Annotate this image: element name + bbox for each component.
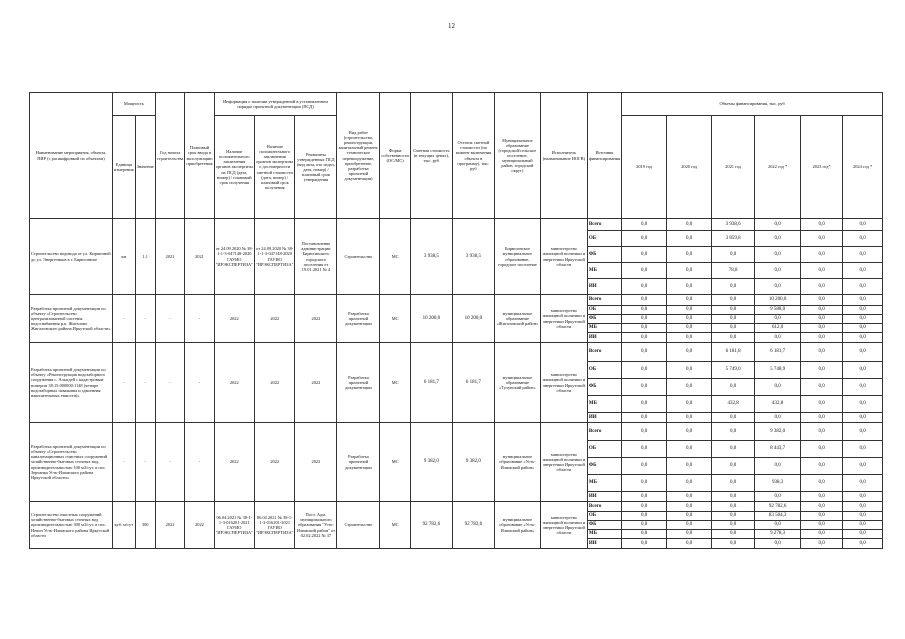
funding-value-cell: 938,3 — [755, 475, 801, 492]
funding-value-cell: 0,0 — [843, 413, 883, 423]
funding-value-cell: 0,0 — [801, 512, 843, 521]
project-name: Разработка проектной документации по объекту «Реконструкция водозаборного сооружения с. Алыгдей с кадастровым номером 38:15:000000:1148 (четыре водозаборных скважины и здвоенная накопительных емкости)» — [30, 343, 113, 423]
unit-cell: - — [113, 295, 136, 343]
funding-value-cell: 3 938,6 — [712, 219, 755, 231]
funding-value-cell: 0,0 — [712, 413, 755, 423]
reliability-cell: от 24.09.2020 № 38-1-1-3-047148-2020 ГАУИО "ИРЭКСПЕРТИЗА" — [255, 219, 295, 295]
funding-value-cell: 0,0 — [712, 475, 755, 492]
funding-value-cell: 0,0 — [667, 263, 712, 279]
estimate-cell: 3 938,5 — [410, 219, 452, 295]
table-row — [30, 295, 883, 306]
planned-cell: - — [185, 295, 214, 343]
funding-value-cell: 0,0 — [801, 219, 843, 231]
funding-value-cell: 0,0 — [712, 530, 755, 539]
header-executor: Исполнитель (наименование ИОГВ) — [540, 93, 587, 219]
funding-value-cell: 0,0 — [712, 512, 755, 521]
funding-value-cell: 0,0 — [712, 306, 755, 315]
funding-source-cell: Всего — [587, 219, 621, 231]
funding-value-cell: 5 749,0 — [712, 362, 755, 379]
unit-cell: - — [113, 423, 136, 502]
funding-value-cell: 0,0 — [622, 413, 667, 423]
funding-value-cell: 0,0 — [801, 324, 843, 333]
funding-value-cell: 0,0 — [667, 343, 712, 362]
expert-cell: 2022 — [214, 423, 254, 502]
reliability-cell: 2022 — [255, 423, 295, 502]
approved-cell: 2022 — [295, 295, 337, 343]
funding-value-cell: 6 181,7 — [755, 343, 801, 362]
header-power: Мощность — [113, 93, 156, 116]
funding-value-cell: 0,0 — [622, 441, 667, 458]
value-cell: 300 — [135, 502, 155, 549]
funding-value-cell: 0,0 — [843, 379, 883, 396]
header-ownership: Форма собственности (ОС/МС) — [380, 93, 410, 219]
remainder-cell: 10 200,0 — [452, 295, 494, 343]
funding-value-cell: 0,0 — [712, 539, 755, 549]
funding-value-cell: 0,0 — [667, 502, 712, 512]
funding-value-cell: 0,0 — [801, 295, 843, 306]
municipality-cell: муниципальное образование «Усть-Илимский район» — [494, 423, 540, 502]
ownership-cell: МС — [380, 219, 410, 295]
funding-value-cell: 0,0 — [667, 512, 712, 521]
funding-value-cell: 0,0 — [712, 502, 755, 512]
header-year: 2022 год * — [755, 116, 801, 219]
funding-value-cell: 83 504,3 — [755, 512, 801, 521]
funding-value-cell: 0,0 — [843, 343, 883, 362]
unit-cell: км — [113, 219, 136, 295]
header-name: Наименование мероприятия, объекта, ПИР (с расшифровкой по объектам) — [30, 93, 113, 219]
estimate-cell: 6 181,7 — [410, 343, 452, 423]
funding-value-cell: 0,0 — [843, 306, 883, 315]
funding-value-cell: 0,0 — [667, 423, 712, 441]
estimate-cell: 92 782,6 — [410, 502, 452, 549]
table-row — [30, 343, 883, 362]
municipality-cell: муниципальное образование «Жигаловский район» — [494, 295, 540, 343]
funding-source-cell: МБ — [587, 396, 621, 413]
funding-value-cell: 0,0 — [712, 521, 755, 530]
funding-value-cell: 0,0 — [667, 315, 712, 324]
value-cell: - — [135, 343, 155, 423]
funding-value-cell: 0,0 — [622, 333, 667, 343]
work-type-cell: Разработка проектной документации — [337, 343, 380, 423]
approved-cell: Пост. Адм. муниципального образования "Усть-Илимский район" от 02.02.2022 № 37 — [295, 502, 337, 549]
header-year: 2024 год * — [843, 116, 883, 219]
funding-source-cell: ИИ — [587, 333, 621, 343]
funding-value-cell: 432,8 — [755, 396, 801, 413]
funding-source-cell: ФБ — [587, 379, 621, 396]
funding-value-cell: 432,8 — [712, 396, 755, 413]
funding-value-cell: 0,0 — [622, 458, 667, 475]
funding-value-cell: 0,0 — [843, 530, 883, 539]
municipality-cell: Бирюсинское муниципальное образование, городское поселение — [494, 219, 540, 295]
project-name: Строительство очистных сооружений хозяйственно-бытовых сточных вод производительностью 300 м3/сут. в пос. Невон Усть-Илимского района Иркутской области — [30, 502, 113, 549]
planned-cell: - — [185, 343, 214, 423]
table-row — [30, 502, 883, 512]
funding-value-cell: 0,0 — [667, 219, 712, 231]
funding-value-cell: 0,0 — [755, 539, 801, 549]
funding-value-cell: 0,0 — [667, 492, 712, 502]
funding-value-cell: 0,0 — [622, 315, 667, 324]
funding-source-cell: ФБ — [587, 458, 621, 475]
planned-cell: - — [185, 423, 214, 502]
funding-value-cell: 0,0 — [712, 295, 755, 306]
funding-value-cell: 0,0 — [622, 343, 667, 362]
value-cell: - — [135, 423, 155, 502]
header-unit: Единица измерения — [113, 116, 136, 219]
funding-value-cell: 0,0 — [755, 458, 801, 475]
funding-value-cell: 0,0 — [622, 219, 667, 231]
funding-value-cell: 0,0 — [667, 333, 712, 343]
remainder-cell: 6 181,7 — [452, 343, 494, 423]
funding-source-cell: ОБ — [587, 231, 621, 247]
funding-value-cell: 0,0 — [843, 539, 883, 549]
approved-cell: 2022 — [295, 343, 337, 423]
start-year-cell: - — [155, 343, 185, 423]
funding-value-cell: 0,0 — [712, 333, 755, 343]
funding-value-cell: 0,0 — [667, 539, 712, 549]
header-approved: Реквизиты утвержденных ПСД (вид акта, кто издал, дата, номер) / плановый срок утверждения — [295, 116, 337, 219]
header-psd: Информация о наличии утвержденной в установленном порядке проектной документации (ПСД) — [214, 93, 337, 116]
start-year-cell: 2022 — [155, 502, 185, 549]
remainder-cell: 92 782,6 — [452, 502, 494, 549]
funding-value-cell: 0,0 — [712, 441, 755, 458]
funding-value-cell: 0,0 — [622, 521, 667, 530]
funding-value-cell: 9 588,0 — [755, 306, 801, 315]
funding-value-cell: 0,0 — [712, 279, 755, 295]
funding-value-cell: 0,0 — [801, 279, 843, 295]
work-type-cell: Разработка проектной документации — [337, 423, 380, 502]
funding-value-cell: 0,0 — [667, 396, 712, 413]
funding-value-cell: 10 200,0 — [755, 295, 801, 306]
funding-source-cell: Всего — [587, 502, 621, 512]
header-start-year: Год начала строительства — [155, 93, 185, 219]
funding-value-cell: 0,0 — [622, 423, 667, 441]
funding-value-cell: 9 382,0 — [755, 423, 801, 441]
start-year-cell: 2021 — [155, 219, 185, 295]
funding-source-cell: ОБ — [587, 362, 621, 379]
executor-cell: министерство жилищной политики и энергетики Иркутской области — [540, 295, 587, 343]
estimate-cell: 9 382,0 — [410, 423, 452, 502]
funding-value-cell: 0,0 — [843, 475, 883, 492]
funding-value-cell: 0,0 — [667, 413, 712, 423]
planned-cell: 2022 — [185, 502, 214, 549]
funding-value-cell: 0,0 — [667, 530, 712, 539]
funding-source-cell: ИИ — [587, 279, 621, 295]
page-number: 12 — [448, 22, 455, 30]
expert-cell: от 24.09.2020 № 38-1-1-3-047148-2020 ГАУИО "ИРЭКСПЕРТИЗА" — [214, 219, 254, 295]
remainder-cell: 9 382,0 — [452, 423, 494, 502]
header-planned: Плановый срок ввода в эксплуатацию приобретения — [185, 93, 214, 219]
funding-value-cell: 0,0 — [622, 324, 667, 333]
funding-value-cell: 0,0 — [755, 263, 801, 279]
funding-value-cell: 3 859,8 — [712, 231, 755, 247]
reliability-cell: 2022 — [255, 343, 295, 423]
funding-value-cell: 0,0 — [712, 315, 755, 324]
funding-source-cell: МБ — [587, 530, 621, 539]
funding-value-cell: 0,0 — [667, 295, 712, 306]
funding-value-cell: 0,0 — [843, 263, 883, 279]
funding-value-cell: 0,0 — [755, 492, 801, 502]
funding-value-cell: 0,0 — [755, 279, 801, 295]
funding-source-cell: ИИ — [587, 492, 621, 502]
funding-value-cell: 0,0 — [667, 379, 712, 396]
funding-value-cell: 0,0 — [843, 396, 883, 413]
ownership-cell: МС — [380, 502, 410, 549]
funding-value-cell: 0,0 — [622, 306, 667, 315]
table-row — [30, 423, 883, 441]
header-remainder: Остаток сметной стоимости (на момент включения объекта в программу), тыс. руб — [452, 93, 494, 219]
funding-value-cell: 0,0 — [712, 324, 755, 333]
funding-value-cell: 0,0 — [843, 295, 883, 306]
remainder-cell: 3 938,5 — [452, 219, 494, 295]
planned-cell: 2021 — [185, 219, 214, 295]
funding-value-cell: 0,0 — [622, 379, 667, 396]
approved-cell: 2022 — [295, 423, 337, 502]
funding-value-cell: 0,0 — [801, 441, 843, 458]
funding-source-cell: Всего — [587, 423, 621, 441]
funding-value-cell: 0,0 — [712, 492, 755, 502]
funding-value-cell: 0,0 — [801, 475, 843, 492]
funding-source-cell: МБ — [587, 475, 621, 492]
funding-value-cell: 0,0 — [622, 502, 667, 512]
project-name: Строительство водовода от ул. Кирпичной до ул. Энергетиков в г. Бирюсинске — [30, 219, 113, 295]
funding-source-cell: Всего — [587, 343, 621, 362]
header-expert: Наличие положительного заключения органов экспертизы на ПСД (дата, номер) / плановый срок получения — [214, 116, 254, 219]
ownership-cell: МС — [380, 343, 410, 423]
header-source: Источник финансирования — [587, 93, 621, 219]
funding-value-cell: 0,0 — [755, 333, 801, 343]
funding-value-cell: 0,0 — [667, 362, 712, 379]
header-funding: Объемы финансирования, тыс. руб — [622, 93, 883, 116]
funding-value-cell: 0,0 — [667, 521, 712, 530]
funding-source-cell: ОБ — [587, 441, 621, 458]
funding-value-cell: 0,0 — [843, 279, 883, 295]
funding-value-cell: 0,0 — [843, 502, 883, 512]
executor-cell: министерство жилищной политики и энергетики Иркутской области — [540, 423, 587, 502]
start-year-cell: - — [155, 295, 185, 343]
funding-value-cell: 0,0 — [755, 413, 801, 423]
project-name: Разработка проектной документации по объекту «Строительство централизованной системы водоснабжения р.п. Жигалово Жигаловского района Иркутской области» — [30, 295, 113, 343]
funding-value-cell: 0,0 — [801, 396, 843, 413]
header-reliability: Наличие положительного заключения органов экспертизы о достоверности сметной стоимости (дата, номер) / плановый срок получения — [255, 116, 295, 219]
funding-value-cell: 0,0 — [801, 530, 843, 539]
funding-source-cell: ФБ — [587, 247, 621, 263]
funding-value-cell: 0,0 — [667, 247, 712, 263]
funding-value-cell: 0,0 — [755, 231, 801, 247]
funding-value-cell: 0,0 — [622, 492, 667, 502]
executor-cell: министерство жилищной политики и энергетики Иркутской области — [540, 343, 587, 423]
funding-value-cell: 0,0 — [755, 247, 801, 263]
value-cell: 1,1 — [135, 219, 155, 295]
start-year-cell: - — [155, 423, 185, 502]
table-row — [30, 219, 883, 231]
header-work-type: Вид работ (строительство, реконструкция, капитальный ремонт, техническое перевооружение, приобретение, разработка проектной документации) — [337, 93, 380, 219]
funding-value-cell: 0,0 — [755, 315, 801, 324]
funding-value-cell: 0,0 — [843, 231, 883, 247]
funding-value-cell: 0,0 — [801, 458, 843, 475]
funding-value-cell: 0,0 — [622, 512, 667, 521]
unit-cell: - — [113, 343, 136, 423]
funding-value-cell: 0,0 — [667, 441, 712, 458]
funding-value-cell: 0,0 — [843, 324, 883, 333]
work-type-cell: Разработка проектной документации — [337, 295, 380, 343]
estimate-cell: 10 200,0 — [410, 295, 452, 343]
funding-value-cell: 0,0 — [801, 502, 843, 512]
header-year: 2023 год* — [801, 116, 843, 219]
funding-value-cell: 0,0 — [843, 458, 883, 475]
funding-value-cell: 5 748,9 — [755, 362, 801, 379]
funding-value-cell: 0,0 — [843, 247, 883, 263]
funding-value-cell: 0,0 — [667, 458, 712, 475]
funding-value-cell: 0,0 — [622, 475, 667, 492]
funding-value-cell: 0,0 — [622, 263, 667, 279]
funding-value-cell: 0,0 — [801, 423, 843, 441]
expert-cell: 2022 — [214, 343, 254, 423]
funding-value-cell: 0,0 — [667, 475, 712, 492]
funding-source-cell: ОБ — [587, 512, 621, 521]
funding-value-cell: 0,0 — [801, 231, 843, 247]
funding-value-cell: 0,0 — [712, 379, 755, 396]
value-cell: - — [135, 295, 155, 343]
funding-table — [29, 92, 883, 549]
expert-cell: 2022 — [214, 295, 254, 343]
expert-cell: 06.04.2021 № 38-1-1-3-016201-2021 ГАУИО "ИРЭКСПЕРТИЗА" — [214, 502, 254, 549]
funding-source-cell: ИИ — [587, 539, 621, 549]
funding-value-cell: 6 181,8 — [712, 343, 755, 362]
funding-value-cell: 0,0 — [667, 306, 712, 315]
funding-value-cell: 78,8 — [712, 263, 755, 279]
reliability-cell: 2022 — [255, 295, 295, 343]
header-value: Значение — [135, 116, 155, 219]
funding-source-cell: Всего — [587, 295, 621, 306]
funding-value-cell: 0,0 — [801, 539, 843, 549]
funding-value-cell: 0,0 — [801, 413, 843, 423]
funding-value-cell: 0,0 — [843, 441, 883, 458]
funding-value-cell: 0,0 — [843, 521, 883, 530]
project-name: Разработка проектной документации по объекту «Строительство канализационных очистных сооружений хозяйственно-бытовых сточных вод, производительностью 100 м3/сут. в пос. Зерчанка Усть-Илимского района Иркутской области» — [30, 423, 113, 502]
funding-value-cell: 0,0 — [801, 362, 843, 379]
funding-source-cell: МБ — [587, 263, 621, 279]
funding-value-cell: 8 443,7 — [755, 441, 801, 458]
work-type-cell: Строительство — [337, 502, 380, 549]
funding-value-cell: 612,0 — [755, 324, 801, 333]
executor-cell: министерство жилищной политики и энергетики Иркутской области — [540, 219, 587, 295]
work-type-cell: Строительство — [337, 219, 380, 295]
funding-source-cell: МБ — [587, 324, 621, 333]
funding-value-cell: 0,0 — [622, 279, 667, 295]
funding-value-cell: 0,0 — [622, 396, 667, 413]
funding-source-cell: ОБ — [587, 306, 621, 315]
funding-value-cell: 0,0 — [801, 343, 843, 362]
funding-value-cell: 0,0 — [801, 247, 843, 263]
header-year: 2021 год — [712, 116, 755, 219]
funding-value-cell: 0,0 — [712, 423, 755, 441]
funding-value-cell: 0,0 — [622, 539, 667, 549]
funding-value-cell: 0,0 — [801, 492, 843, 502]
funding-value-cell: 0,0 — [622, 247, 667, 263]
funding-value-cell: 0,0 — [801, 379, 843, 396]
funding-value-cell: 0,0 — [712, 458, 755, 475]
funding-value-cell: 0,0 — [667, 279, 712, 295]
funding-value-cell: 0,0 — [843, 219, 883, 231]
funding-value-cell: 9 278,3 — [755, 530, 801, 539]
funding-value-cell: 0,0 — [667, 324, 712, 333]
approved-cell: Постановление администрации Бирюсинского городского поселения от 19.01.2021 № 4 — [295, 219, 337, 295]
funding-source-cell: ФБ — [587, 521, 621, 530]
funding-value-cell: 0,0 — [843, 512, 883, 521]
funding-value-cell: 0,0 — [755, 521, 801, 530]
funding-value-cell: 0,0 — [843, 423, 883, 441]
reliability-cell: 06.04.2021 № 38-1-1-3-016201-2021 ГАУИО "ИРЭКСПЕРТИЗА" — [255, 502, 295, 549]
unit-cell: куб. м/сут — [113, 502, 136, 549]
funding-value-cell: 92 782,6 — [755, 502, 801, 512]
funding-value-cell: 0,0 — [843, 333, 883, 343]
funding-value-cell: 0,0 — [667, 231, 712, 247]
header-municipality: Муниципальное образование (городской/сельское поселение, муниципальный район, городской округ) — [494, 93, 540, 219]
funding-value-cell: 0,0 — [622, 362, 667, 379]
ownership-cell: МС — [380, 423, 410, 502]
funding-value-cell: 0,0 — [622, 295, 667, 306]
funding-value-cell: 0,0 — [801, 263, 843, 279]
funding-value-cell: 0,0 — [843, 362, 883, 379]
funding-value-cell: 0,0 — [843, 492, 883, 502]
header-year: 2019 год — [622, 116, 667, 219]
municipality-cell: муниципальное образование «Тулунский район» — [494, 343, 540, 423]
header-year: 2020 год — [667, 116, 712, 219]
funding-value-cell: 0,0 — [712, 247, 755, 263]
funding-value-cell: 0,0 — [755, 379, 801, 396]
funding-value-cell: 0,0 — [622, 231, 667, 247]
funding-value-cell: 0,0 — [801, 333, 843, 343]
ownership-cell: МС — [380, 295, 410, 343]
funding-value-cell: 0,0 — [843, 315, 883, 324]
municipality-cell: муниципальное образование «Усть-Илимский район» — [494, 502, 540, 549]
funding-value-cell: 0,0 — [801, 521, 843, 530]
funding-value-cell: 0,0 — [622, 530, 667, 539]
funding-value-cell: 0,0 — [801, 306, 843, 315]
funding-source-cell: ФБ — [587, 315, 621, 324]
header-estimate: Сметная стоимость (в текущих ценах), тыс. руб — [410, 93, 452, 219]
funding-value-cell: 0,0 — [755, 219, 801, 231]
executor-cell: министерство жилищной политики и энергетики Иркутской области — [540, 502, 587, 549]
funding-source-cell: ИИ — [587, 413, 621, 423]
funding-value-cell: 0,0 — [801, 315, 843, 324]
